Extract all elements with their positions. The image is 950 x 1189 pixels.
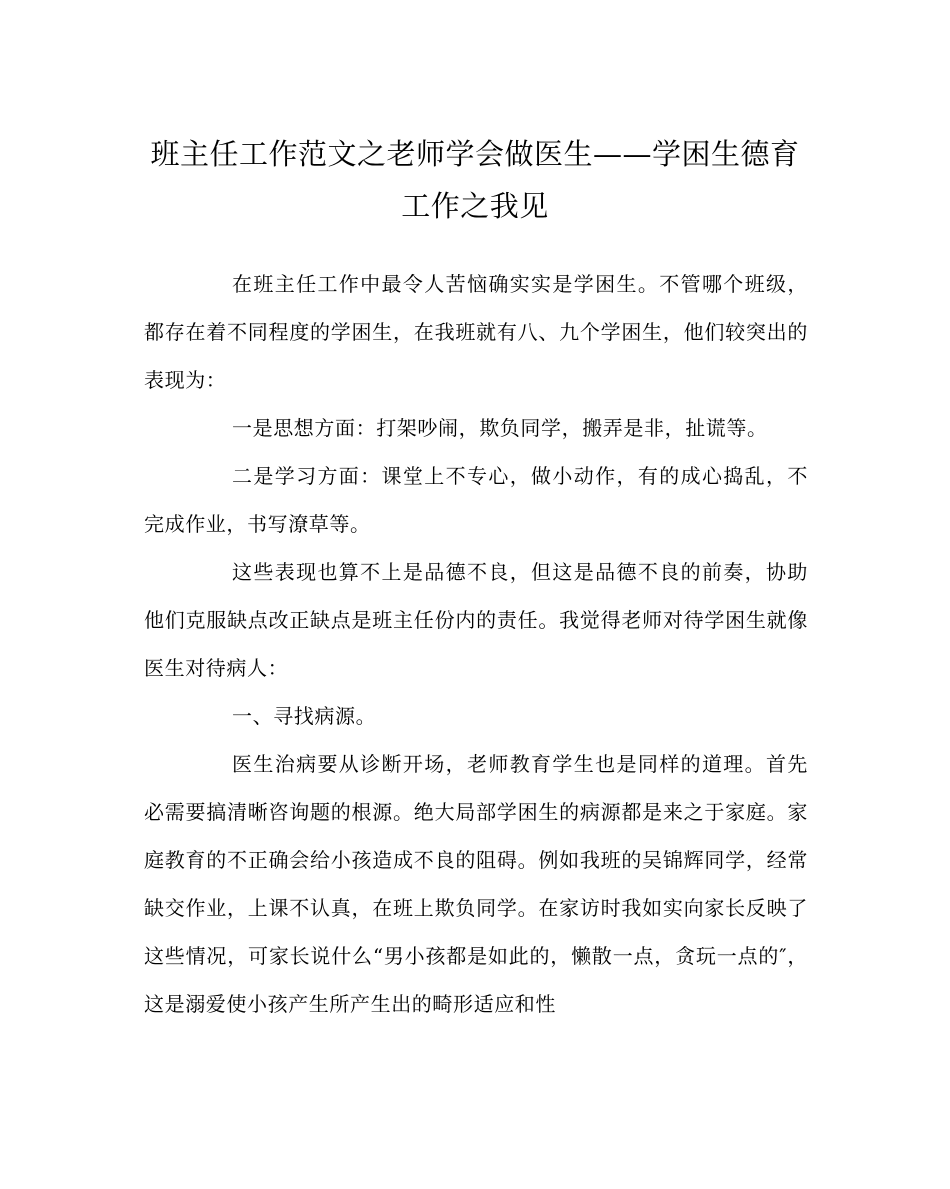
document-body [144, 260, 808, 1028]
document-title: 班主任工作范文之老师学会做医生——学困生德育工作之我见 [150, 137, 800, 223]
section-heading-find-cause: 一、寻找病源。 [232, 704, 377, 728]
paragraph-doctor-analogy: 这些表现也算不上是品德不良，但这是品德不良的前奏，协助他们克服缺点改正缺点是班主任份内的责任。我觉得老师对待学困生就像医生对待病人： [144, 560, 808, 680]
paragraph-thinking: 一是思想方面：打架吵闹，欺负同学，搬弄是非，扯谎等。 [232, 416, 768, 440]
paragraph-diagnosis: 医生治病要从诊断开场，老师教育学生也是同样的道理。首先必需要搞清晰咨询题的根源。绝大局部学困生的病源都是来之于家庭。家庭教育的不正确会给小孩造成不良的阻碍。例如我班的吴锦辉同学，经常缺交作业，上课不认真，在班上欺负同学。在家访时我如实向家长反映了这些情况，可家长说什么“男小孩都是如此的，懒散一点，贪玩一点的″，这是溺爱使小孩产生所产生出的畸形适应和性 [144, 752, 808, 1016]
paragraph-study: 二是学习方面：课堂上不专心，做小动作，有的成心捣乱，不完成作业，书写潦草等。 [144, 464, 808, 536]
paragraph-intro: 在班主任工作中最令人苦恼确实实是学困生。不管哪个班级，都存在着不同程度的学困生，在我班就有八、九个学困生，他们较突出的表现为： [144, 272, 808, 392]
